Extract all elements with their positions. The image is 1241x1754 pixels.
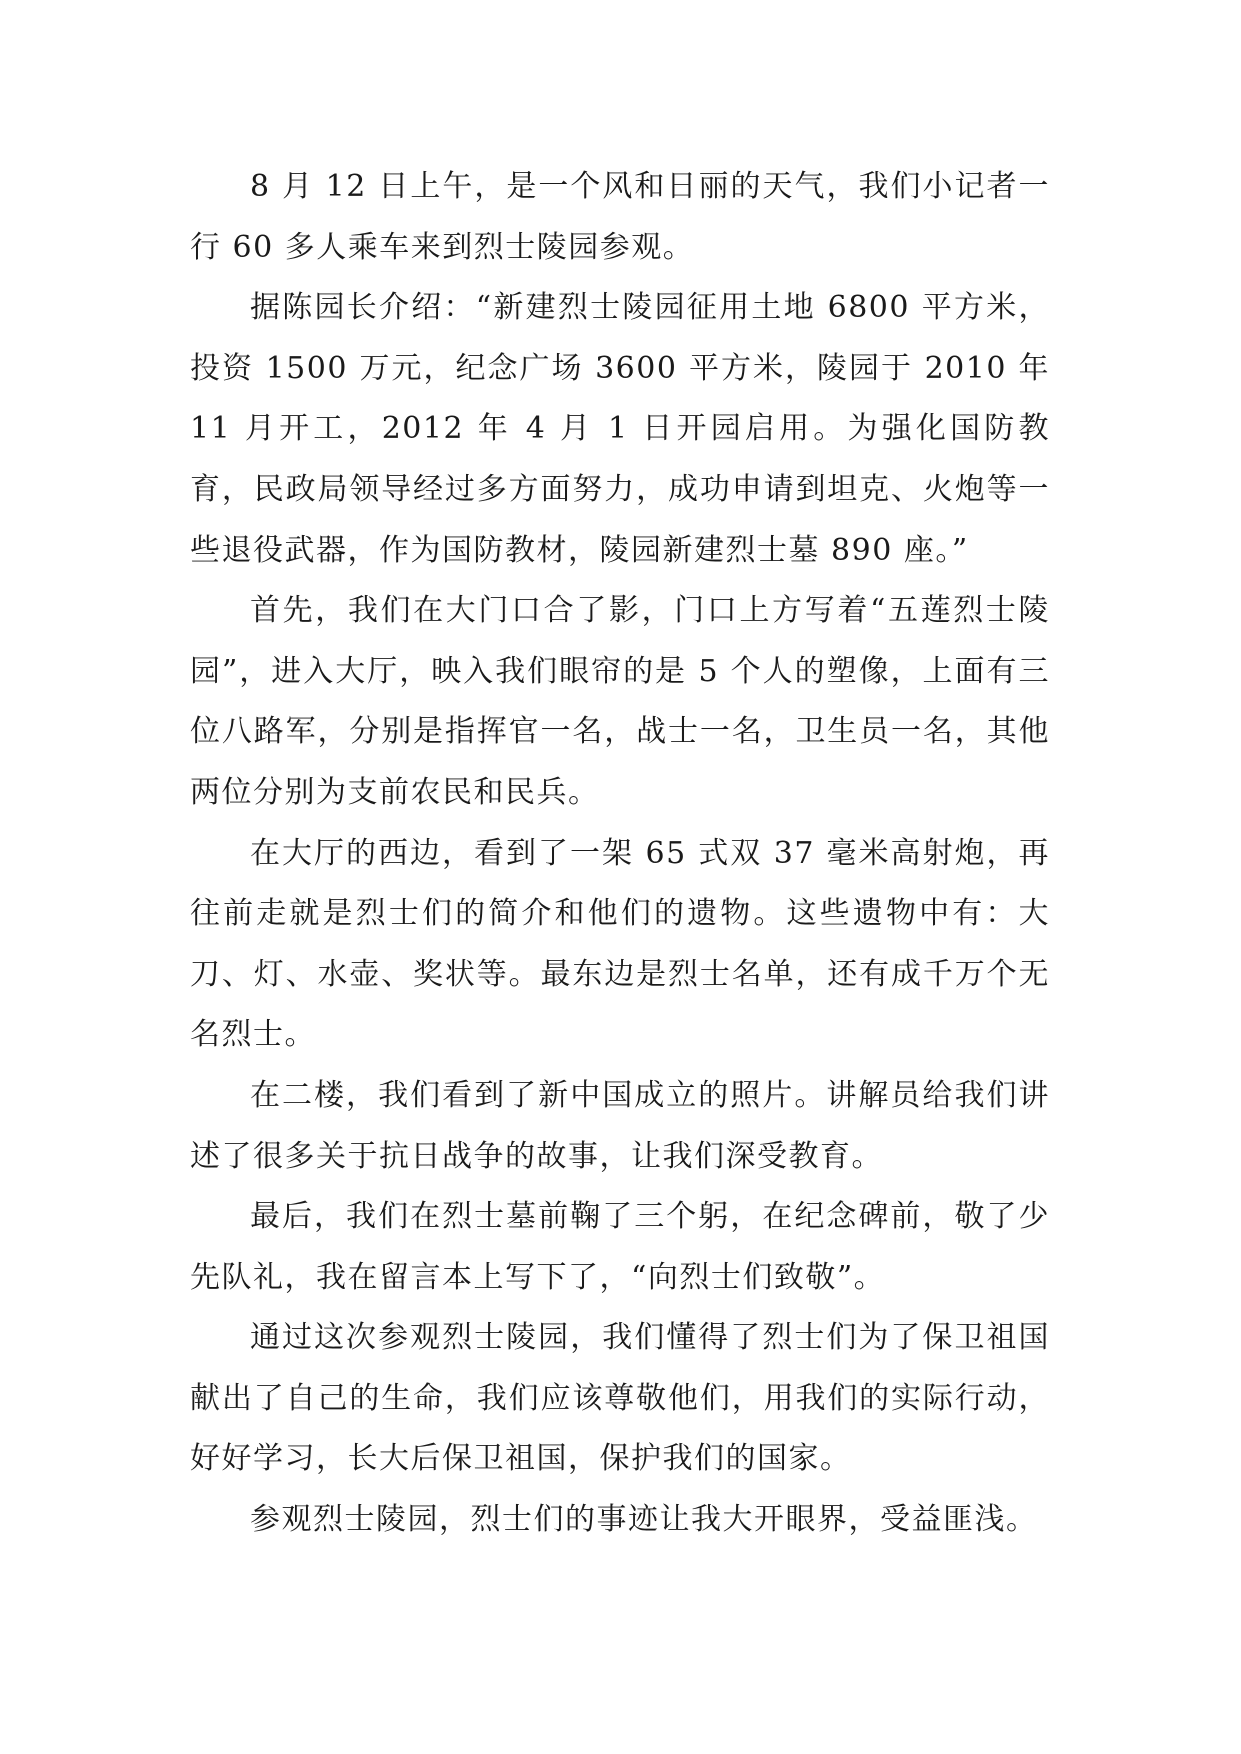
- paragraph: 据陈园长介绍：“新建烈士陵园征用土地 6800 平方米，投资 1500 万元，纪念广场 3600 平方米，陵园于 2010 年 11 月开工，2012 年 4 月 1 日开园启用。为强化国防教育，民政局领导经过多方面努力，成功申请到坦克、火炮等一些退役武器，作为国防教材，陵园新建烈士墓 890 座。”: [190, 290, 1050, 568]
- document-body: [190, 157, 1050, 1551]
- paragraph: 在二楼，我们看到了新中国成立的照片。讲解员给我们讲述了很多关于抗日战争的故事，让我们深受教育。: [190, 1077, 1050, 1174]
- paragraph: 在大厅的西边，看到了一架 65 式双 37 毫米高射炮，再往前走就是烈士们的简介和他们的遗物。这些遗物中有：大刀、灯、水壶、奖状等。最东边是烈士名单，还有成千万个无名烈士。: [190, 835, 1050, 1053]
- paragraph: 参观烈士陵园，烈士们的事迹让我大开眼界，受益匪浅。: [250, 1502, 1038, 1538]
- paragraph: 最后，我们在烈士墓前鞠了三个躬，在纪念碑前，敬了少先队礼，我在留言本上写下了，“向烈士们致敬”。: [190, 1199, 1050, 1295]
- paragraph: 首先，我们在大门口合了影，门口上方写着“五莲烈士陵园”，进入大厅，映入我们眼帘的是 5 个人的塑像，上面有三位八路军，分别是指挥官一名，战士一名，卫生员一名，其他两位分别为支前农民和民兵。: [190, 593, 1050, 810]
- paragraph: 通过这次参观烈士陵园，我们懂得了烈士们为了保卫祖国献出了自己的生命，我们应该尊敬他们，用我们的实际行动，好好学习，长大后保卫祖国，保护我们的国家。: [190, 1320, 1050, 1477]
- paragraph: 8 月 12 日上午，是一个风和日丽的天气，我们小记者一行 60 多人乘车来到烈士陵园参观。: [190, 169, 1050, 265]
